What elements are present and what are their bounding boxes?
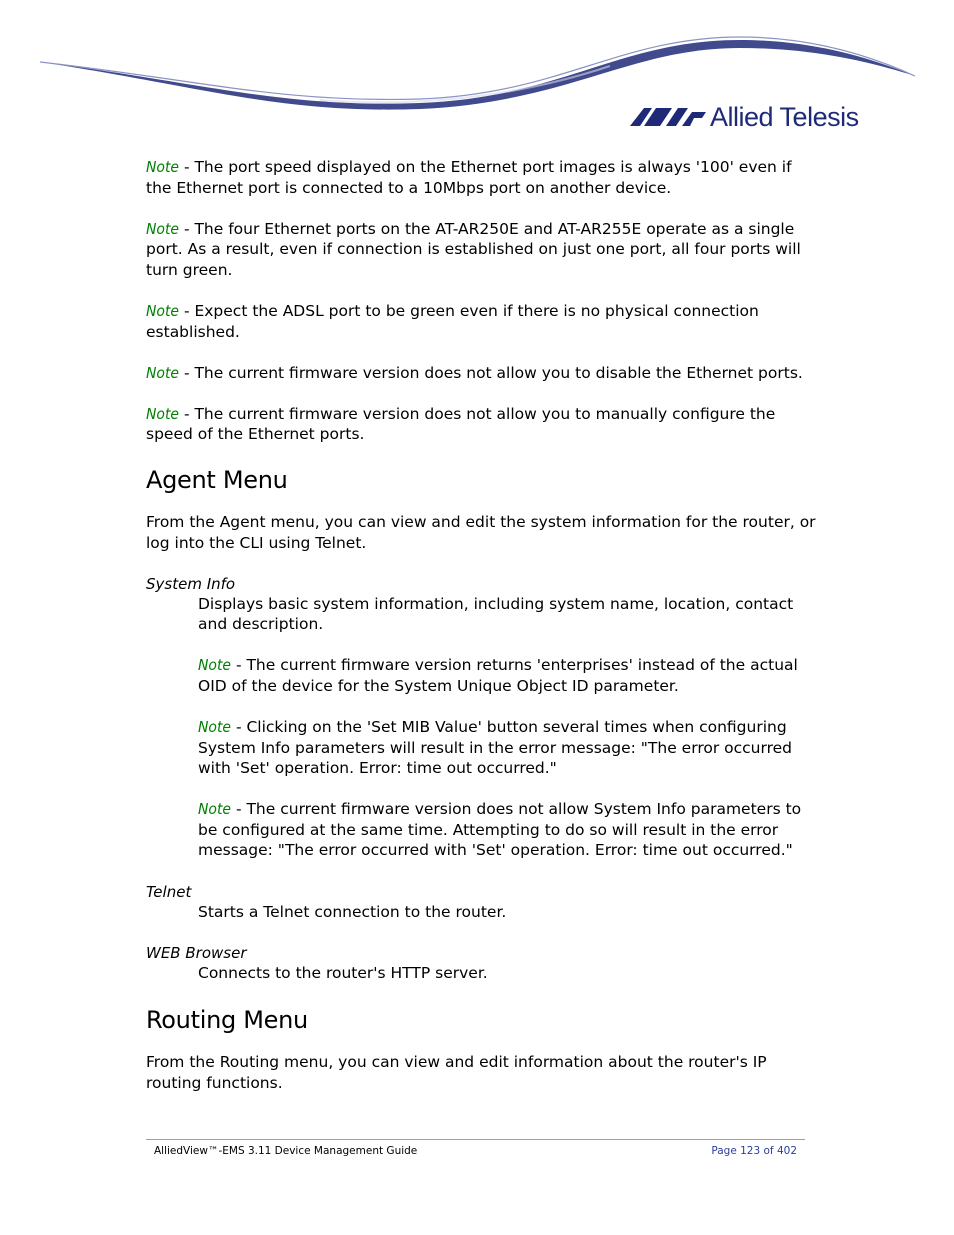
- note-text: - The current firmware version does not allow you to manually configure the speed of the Ethernet ports.: [146, 404, 776, 444]
- note-label: Note: [146, 301, 180, 320]
- web-browser-desc-block: [198, 963, 816, 984]
- telnet-desc-block: [198, 902, 816, 923]
- note-text: - Clicking on the 'Set MIB Value' button several times when configuring System Info parameters will result in the error message: "The error occurred with 'Set' operation. Error: time out occurred.": [198, 718, 792, 778]
- note-label: Note: [146, 219, 180, 238]
- agent-menu-intro: From the Agent menu, you can view and edit the system information for the router, or log into the CLI using Telnet.: [146, 512, 816, 552]
- routing-menu-heading: Routing Menu: [146, 1006, 308, 1035]
- footer-doc-title: AlliedView™-EMS 3.11 Device Management Guide: [154, 1145, 418, 1157]
- note-paragraph: [146, 157, 816, 198]
- note-text: - The current firmware version does not allow you to disable the Ethernet ports.: [179, 363, 803, 382]
- routing-menu-intro: From the Routing menu, you can view and edit information about the router's IP routing functions.: [146, 1053, 767, 1092]
- logo-text: Allied Telesis: [710, 102, 859, 132]
- note-text: - The current firmware version returns 'enterprises' instead of the actual OID of the device for the System Unique Object ID parameter.: [198, 656, 798, 695]
- note-paragraph: [146, 404, 816, 445]
- note-paragraph: [198, 799, 816, 861]
- web-browser-description: Connects to the router's HTTP server.: [198, 963, 488, 982]
- system-info-term: System Info: [146, 574, 236, 593]
- note-text: - The port speed displayed on the Ethernet port images is always '100' even if the Ethernet port is connected to a 10Mbps port on another device.: [146, 158, 792, 197]
- note-paragraph: [146, 363, 816, 384]
- agent-menu-heading: Agent Menu: [146, 465, 288, 494]
- note-text: - Expect the ADSL port to be green even if there is no physical connection established.: [146, 301, 759, 341]
- note-paragraph: [146, 219, 816, 281]
- note-paragraph: [198, 655, 816, 696]
- note-label: Note: [146, 158, 180, 176]
- system-info-desc-block: [198, 594, 816, 861]
- note-paragraph: [146, 301, 816, 342]
- header-swoosh: [0, 0, 954, 115]
- note-label: Note: [198, 656, 232, 675]
- page-content: [146, 157, 816, 1114]
- note-text: - The four Ethernet ports on the AT-AR250E and AT-AR255E operate as a single port. As a result, even if connection is established on just one port, all four ports will turn green.: [146, 219, 801, 279]
- note-label: Note: [198, 718, 232, 736]
- footer-divider: [146, 1139, 805, 1140]
- telnet-description: Starts a Telnet connection to the router.: [198, 902, 507, 921]
- note-label: Note: [198, 800, 232, 819]
- note-paragraph: [198, 717, 816, 779]
- note-text: - The current firmware version does not allow System Info parameters to be configured at the same time. Attempting to do so will result in the error message: "The error occurred with 'Set' operation. Error: time out occurred.": [198, 800, 802, 860]
- note-label: Note: [146, 363, 180, 382]
- system-info-description: Displays basic system information, including system name, location, contact and description.: [198, 594, 794, 634]
- footer-page-number: Page 123 of 402: [711, 1145, 797, 1157]
- note-label: Note: [146, 404, 180, 423]
- telnet-term: Telnet: [146, 882, 192, 901]
- web-browser-term: WEB Browser: [146, 943, 247, 962]
